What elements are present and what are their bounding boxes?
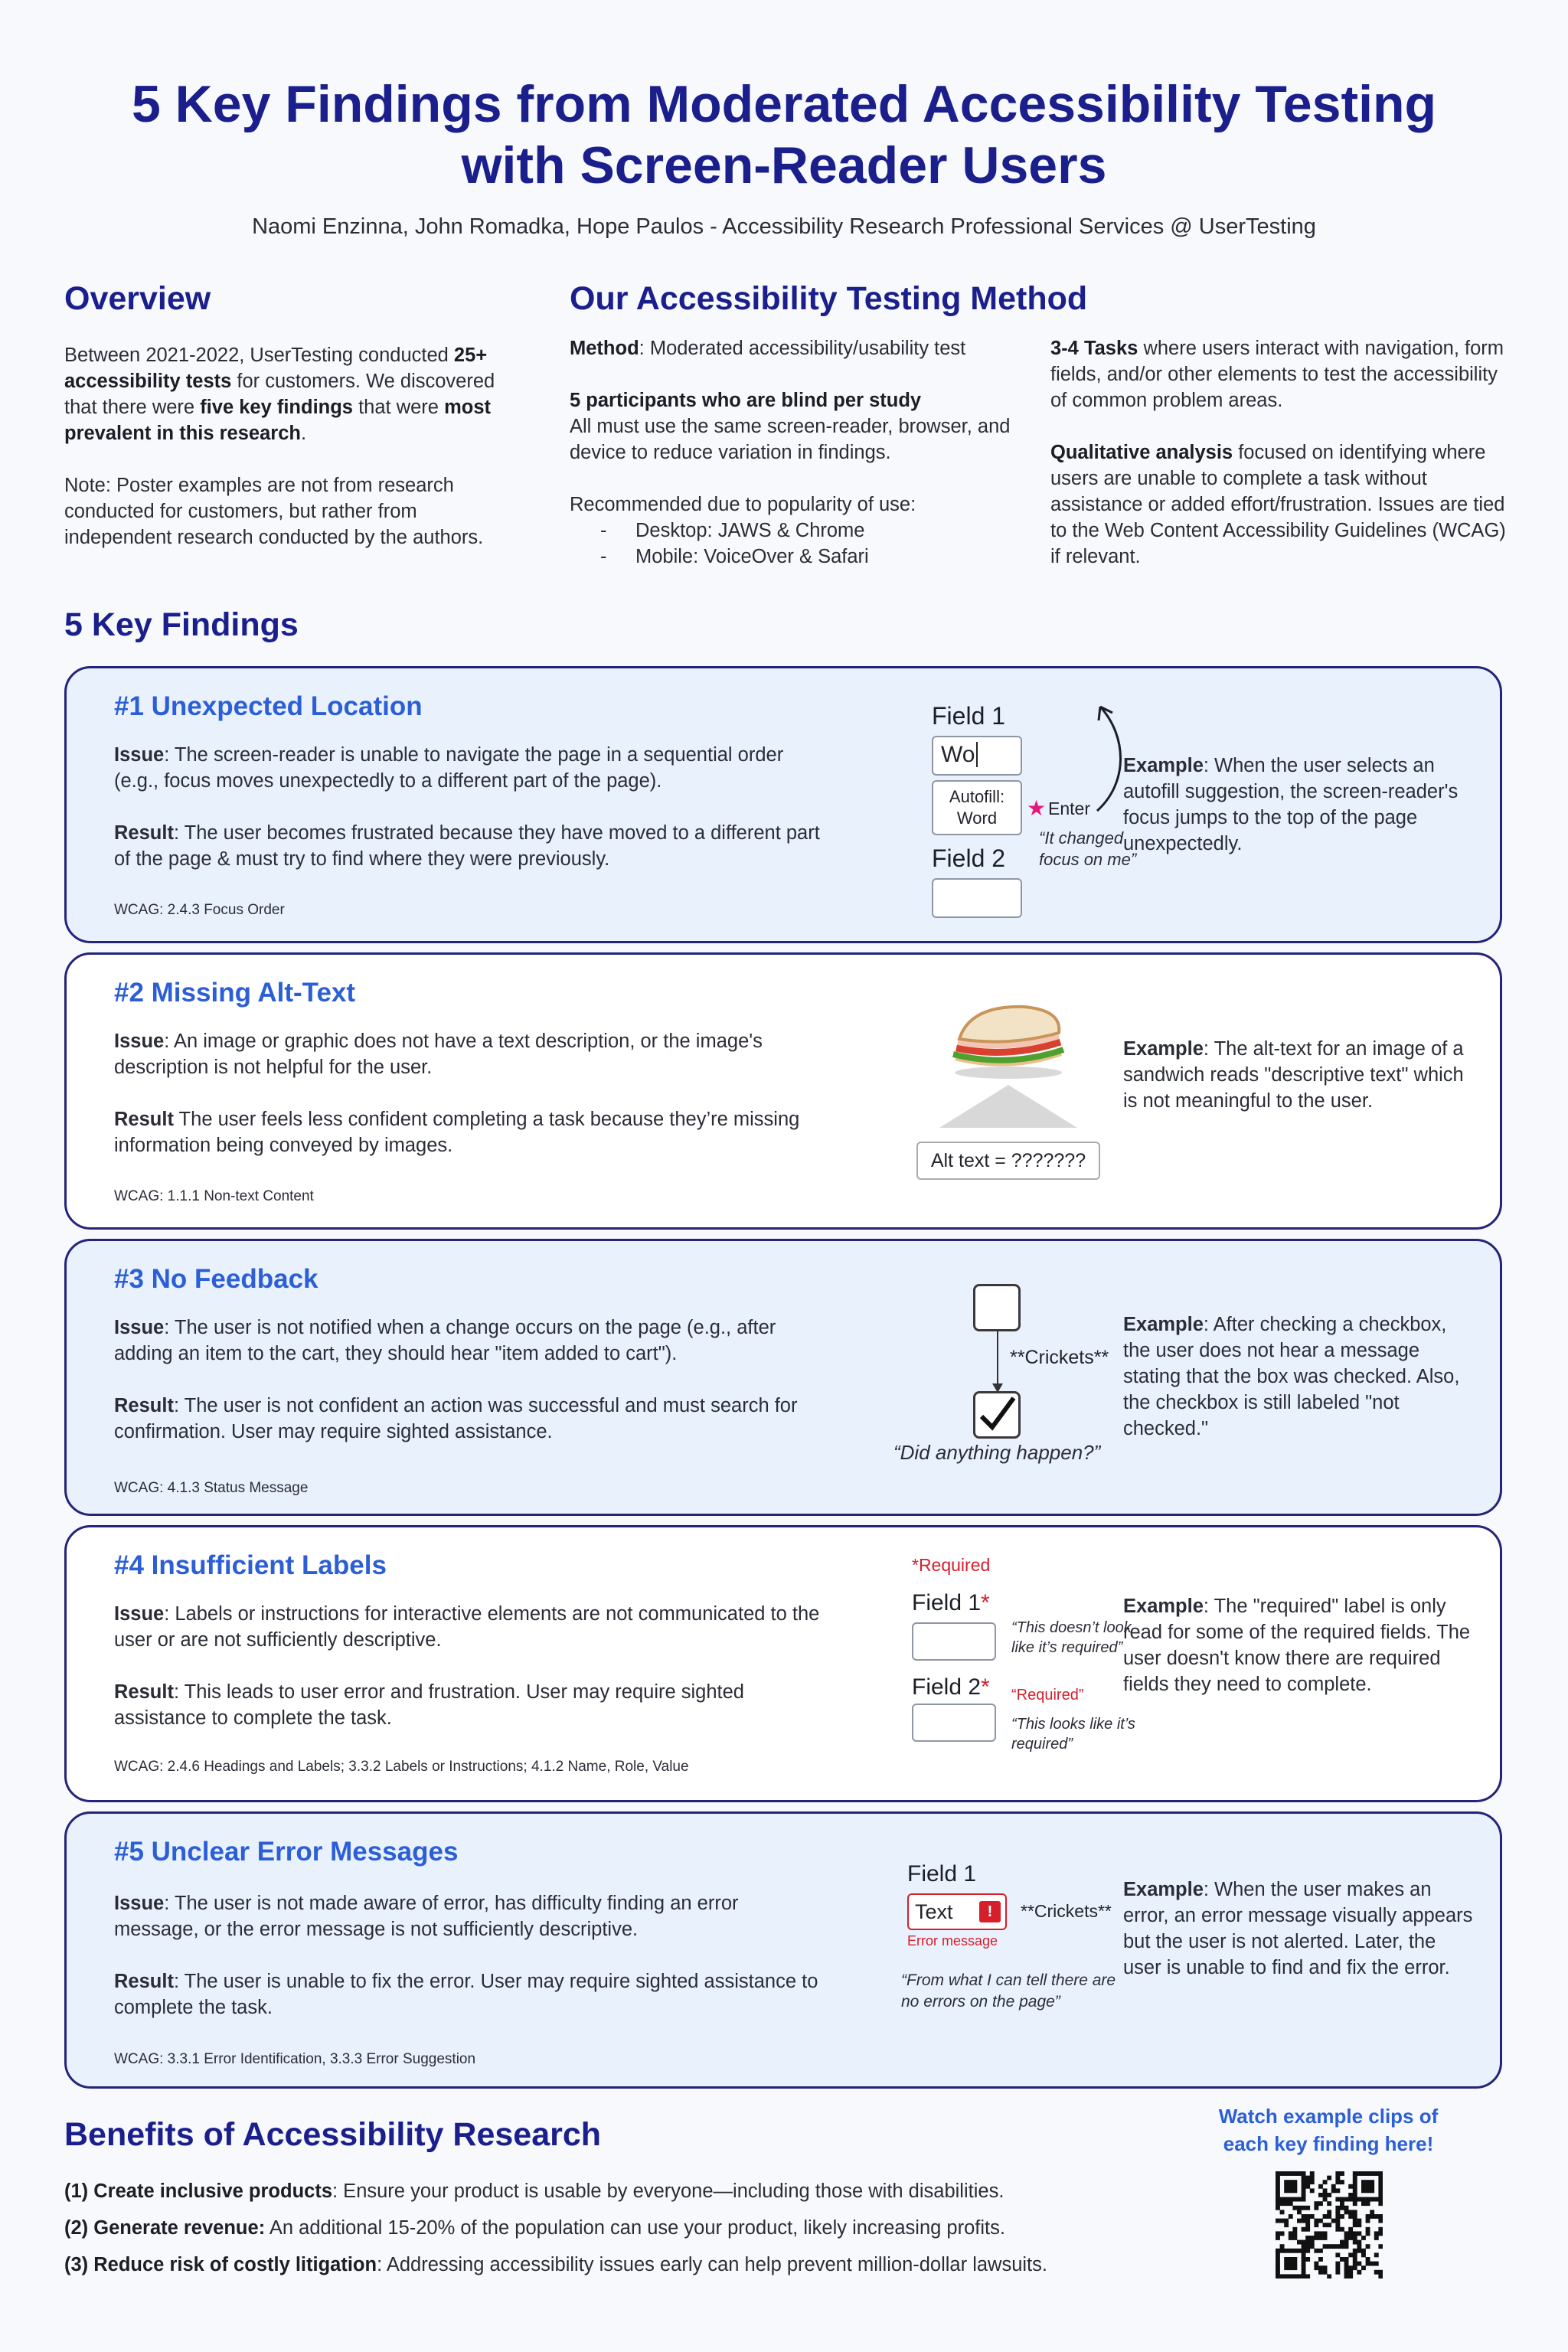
overview-text xyxy=(64,342,524,550)
text-input xyxy=(912,1704,996,1742)
alt-text-label: Alt text = ??????? xyxy=(916,1142,1100,1180)
sandwich-image xyxy=(939,998,1077,1082)
autofill-suggestion: Autofill: Word xyxy=(932,780,1022,835)
finding-title: #3 No Feedback xyxy=(114,1264,318,1294)
example-text: Example: The alt-text for an image of a sandwich reads "descriptive text" which is not meaningful to the user. xyxy=(1123,1038,1464,1112)
recommended-label: Recommended due to popularity of use: xyxy=(570,494,916,515)
list-item: - Desktop: JAWS & Chrome xyxy=(600,518,1021,544)
crickets-label: **Crickets** xyxy=(1021,1901,1112,1921)
finding-title: #1 Unexpected Location xyxy=(114,691,423,721)
benefits-heading: Benefits of Accessibility Research xyxy=(64,2116,602,2153)
finding-text: Issue: An image or graphic does not have a text description, or the image's description is not helpful for the user. Result The user feels less confident completing a task because they’re missing information being conveyed by images. xyxy=(114,1031,800,1156)
field-label: Field 1* xyxy=(912,1590,990,1615)
finding-card-2 xyxy=(64,952,1502,1230)
wcag-reference: WCAG: 4.1.3 Status Message xyxy=(114,1480,309,1496)
wcag-reference: WCAG: 2.4.6 Headings and Labels; 3.3.2 Labels or Instructions; 4.1.2 Name, Role, Value xyxy=(114,1759,689,1775)
arrow-down-icon xyxy=(990,1331,1005,1393)
finding-card-4 xyxy=(64,1525,1502,1802)
overview-section xyxy=(64,280,524,577)
field-label: Field 1 xyxy=(932,702,1006,730)
illustration-no-feedback xyxy=(832,1241,1138,1514)
crickets-label: **Crickets** xyxy=(1010,1347,1109,1368)
example-text: Example: When the user selects an autofill suggestion, the screen-reader's focus jumps to the top of the page unexpectedly. xyxy=(1123,755,1459,854)
list-item: (3) Reduce risk of costly litigation: Addressing accessibility issues early can help prevent million-dollar lawsuits. xyxy=(64,2254,1047,2275)
example-text: Example: The "required" label is only read for some of the required fields. The user doesn't know there are required fields they need to complete. xyxy=(1123,1596,1471,1695)
field-label: Field 1 xyxy=(907,1861,977,1886)
required-legend: *Required xyxy=(912,1555,991,1575)
authors: Naomi Enzinna, John Romadka, Hope Paulos - Accessibility Research Professional Services @ UserTesting xyxy=(252,214,1316,239)
overview-paragraph: Between 2021-2022, UserTesting conducted 25+ accessibility tests for customers. We discovered that there were five key findings that were most prevalent in this research. xyxy=(64,345,495,444)
pointer-triangle xyxy=(932,1085,1085,1128)
list-item: (1) Create inclusive products: Ensure your product is usable by everyone—including those with disabilities. xyxy=(64,2180,1004,2202)
finding-card-1 xyxy=(64,666,1502,943)
finding-card-5 xyxy=(64,1811,1502,2089)
overview-note: Note: Poster examples are not from research conducted for customers, but rather from independent research conducted by the authors. xyxy=(64,475,484,548)
user-quote: “This doesn’t look like it’s required” xyxy=(1011,1619,1132,1656)
error-icon: ! xyxy=(979,1901,1001,1922)
finding-card-3 xyxy=(64,1239,1502,1516)
text-input xyxy=(912,1622,996,1661)
finding-title: #2 Missing Alt-Text xyxy=(114,978,356,1008)
text-input: Wo xyxy=(932,736,1022,776)
finding-title: #5 Unclear Error Messages xyxy=(114,1837,459,1867)
illustration-focus-order xyxy=(832,668,1138,941)
qr-code-icon[interactable] xyxy=(1276,2171,1383,2278)
wcag-reference: WCAG: 3.3.1 Error Identification, 3.3.3 Error Suggestion xyxy=(114,2051,476,2067)
checkmark-icon xyxy=(975,1393,1018,1436)
star-icon: ★ xyxy=(1027,796,1047,820)
user-quote: “Did anything happen?” xyxy=(893,1441,1101,1464)
method-section xyxy=(570,280,1511,567)
overview-heading: Overview xyxy=(64,280,211,317)
title-line-2: with Screen-Reader Users xyxy=(461,136,1107,194)
wcag-reference: WCAG: 2.4.3 Focus Order xyxy=(114,902,285,918)
finding-text: Issue: Labels or instructions for interactive elements are not communicated to the user or are not sufficiently descriptive. Result: This leads to user error and frustration. User may require sighted assistance to complete the task. xyxy=(114,1603,820,1729)
benefits-list xyxy=(64,2178,1213,2278)
enter-label: Enter xyxy=(1048,799,1090,818)
illustration-alt-text xyxy=(832,955,1138,1227)
example-text: Example: When the user makes an error, an error message visually appears but the user is not alerted. Later, the user is unable to find and fix the error. xyxy=(1123,1879,1473,1978)
poster-title xyxy=(0,74,1568,196)
method-heading: Our Accessibility Testing Method xyxy=(570,280,1088,317)
illustration-error xyxy=(832,1814,1138,2086)
finding-text: Issue: The user is not notified when a change occurs on the page (e.g., after adding an item to the cart, they should hear "item added to cart"). Result: The user is not confident an action was successful and must search for confirmation. User may require sighted assistance. xyxy=(114,1317,798,1442)
list-item: - Mobile: VoiceOver & Safari xyxy=(600,544,1021,570)
clips-link[interactable]: Watch example clips of each key finding here! xyxy=(1218,2105,1439,2155)
example-text: Example: After checking a checkbox, the user does not hear a message stating that the box was checked. Also, the checkbox is still labeled "not checked." xyxy=(1123,1314,1460,1439)
user-quote: “It changed focus on me” xyxy=(1039,828,1137,869)
user-quote: “This looks like it’s required” xyxy=(1011,1716,1135,1753)
wcag-reference: WCAG: 1.1.1 Non-text Content xyxy=(114,1188,314,1204)
field-label: Field 2* xyxy=(912,1674,990,1700)
finding-title: #4 Insufficient Labels xyxy=(114,1550,387,1580)
text-input-error: Text ! xyxy=(907,1893,1007,1930)
finding-text: Issue: The screen-reader is unable to navigate the page in a sequential order (e.g., focus moves unexpectedly to a different part of the page). Result: The user becomes frustrated because they have moved to a different part of the page & must try to find where they were previously. xyxy=(114,744,820,870)
method-col-left: Method: Moderated accessibility/usability test 5 participants who are blind per study All must use the same screen-reader, browser, and device to reduce variation in findings. Recommended due to popularity of use: - Desktop: JAWS & Chrome - Mobile: VoiceOver & Safari xyxy=(570,335,1021,570)
findings-heading: 5 Key Findings xyxy=(64,606,299,643)
error-message: Error message xyxy=(907,1933,998,1949)
required-announcement: “Required” xyxy=(1011,1687,1084,1704)
illustration-labels xyxy=(832,1527,1138,1800)
method-col-right: 3-4 Tasks where users interact with navigation, form fields, and/or other elements to test the accessibility of common problem areas. Qualitative analysis focused on identifying where users are unable to complete a task without assistance or added effort/frustration. Issues are tied to the Web Content Accessibility Guidelines (WCAG) if relevant. xyxy=(1050,338,1506,567)
recommended-list xyxy=(570,518,1021,570)
checkbox-checked xyxy=(973,1391,1021,1439)
text-input xyxy=(932,878,1022,918)
checkbox-unchecked xyxy=(973,1284,1021,1331)
field-label: Field 2 xyxy=(932,844,1006,872)
finding-text: Issue: The user is not made aware of error, has difficulty finding an error message, or the error message is not sufficiently descriptive. Result: The user is unable to fix the error. User may require sighted assistance to complete the task. xyxy=(114,1893,818,2018)
benefits-section xyxy=(64,2116,1213,2288)
list-item: (2) Generate revenue: An additional 15-20% of the population can use your product, likely increasing profits. xyxy=(64,2217,1005,2239)
user-quote: “From what I can tell there are no errors on the page” xyxy=(901,1971,1116,2011)
title-line-1: 5 Key Findings from Moderated Accessibility Testing xyxy=(131,75,1437,133)
